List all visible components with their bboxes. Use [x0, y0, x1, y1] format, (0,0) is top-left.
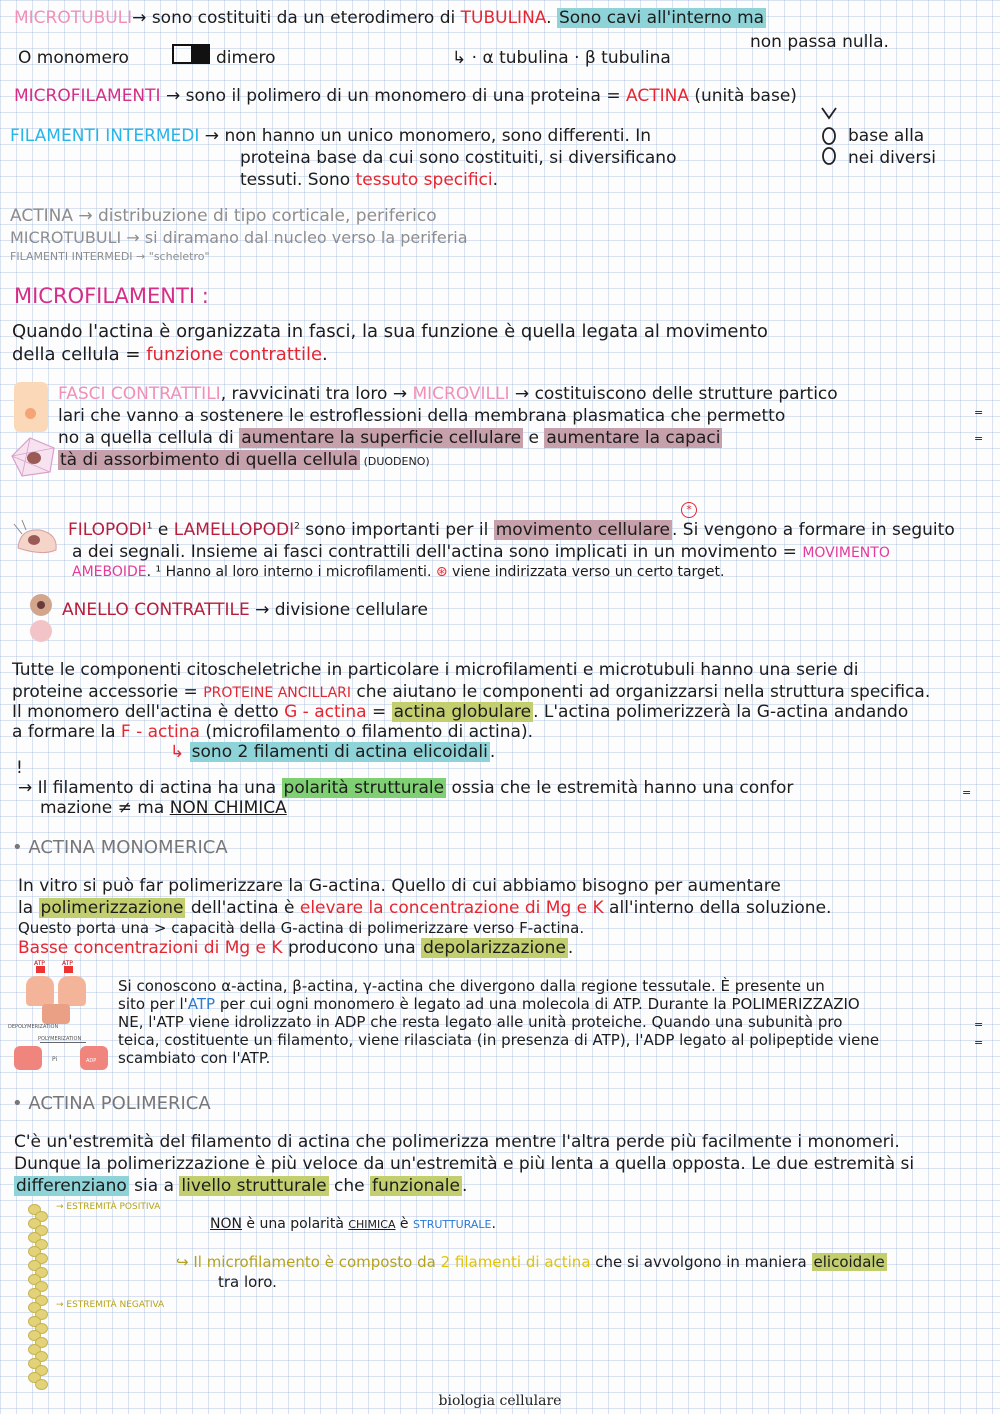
p6-continuation-mark: = [962, 786, 972, 799]
p10-line3: tra loro. [218, 1273, 277, 1291]
microvillus-cell-icon [14, 382, 48, 432]
side-note-2: nei diversi [848, 148, 936, 168]
bracket-arrow-icon [818, 104, 840, 170]
p7-line1: In vitro si può far polimerizzare la G-actina. Quello di cui abbiamo bisogno per aumentare [18, 876, 781, 896]
summary-microtubuli: MICROTUBULI → si diramano dal nucleo verso la periferia [10, 228, 468, 247]
p3-line1: FILOPODI$^1$ e LAMELLOPODI$^2$ sono importanti per il movimento cellulare . Si vengono a formare in seguito [68, 520, 955, 540]
actin-filament-icon [26, 1204, 50, 1394]
line-microtubuli: MICROTUBULI→ sono costituiti da un eterodimero di TUBULINA. Sono cavi all'interno ma [14, 8, 765, 28]
p5-line2: proteine accessorie = PROTEINE ANCILLARI che aiutano le componenti ad organizzarsi nella struttura specifica. [12, 682, 931, 702]
p6-line1: → Il filamento di actina ha una polarità strutturale ossia che le estremità hanno una confor [18, 778, 794, 798]
tubulin-types: ↳ · α tubulina · β tubulina [452, 48, 671, 68]
p8-continuation-mark-2: = [974, 1036, 984, 1049]
atp-polymerization-diagram: ATP ATP DEPOLYMERIZATION POLYMERIZATION Pi ADP [6, 962, 110, 1074]
summary-intermedi: FILAMENTI INTERMEDI → "scheletro" [10, 250, 210, 263]
heading-microfilamenti: MICROFILAMENTI : [14, 284, 209, 308]
p2-continuation-mark-1: = [974, 406, 984, 419]
line-filamenti-intermedi: FILAMENTI INTERMEDI → non hanno un unico monomero, sono differenti. In [10, 126, 652, 146]
label-positive-end: → ESTREMITÀ POSITIVA [56, 1202, 161, 1212]
p8-line5: scambiato con l'ATP. [118, 1049, 271, 1067]
term-microtubuli: MICROTUBULI [14, 8, 133, 28]
p7-line4: Basse concentrazioni di Mg e K producono una depolarizzazione . [18, 938, 574, 958]
p8-line1: Si conoscono α-actina, β-actina, γ-actina che divergono dalla regione tessutale. È presente un [118, 977, 825, 995]
p6-bang: ! [16, 758, 23, 778]
heading-actina-polimerica: • ACTINA POLIMERICA [12, 1093, 211, 1114]
p3-line2: a dei segnali. Insieme ai fasci contrattili dell'actina sono implicati in un movimento = MOVIMENTO [72, 542, 890, 562]
p8-line2: sito per l'ATP per cui ogni monomero è legato ad una molecola di ATP. Durante la POLIMERIZZAZIO [118, 995, 860, 1013]
p3-line3: AMEBOIDE. ¹ Hanno al loro interno i microfilamenti. ⊛ viene indirizzata verso un certo target. [72, 564, 725, 580]
footer-subject: biologia cellulare [438, 1393, 562, 1409]
note-cavity: non passa nulla. [750, 32, 889, 52]
summary-actina: ACTINA → distribuzione di tipo corticale, periferico [10, 206, 437, 226]
p1-line2: della cellula = funzione contrattile. [12, 344, 328, 365]
p9-line2: Dunque la polimerizzazione è più veloce da un'estremità e più lenta a quella opposta. Le due estremità si [14, 1154, 915, 1174]
p2-line1: FASCI CONTRATTILI, ravvicinati tra loro → MICROVILLI → costituiscono delle strutture partico [58, 384, 838, 404]
p5-line5: ↳ sono 2 filamenti di actina elicoidali . [170, 742, 496, 762]
p7-line3: Questo porta una > capacità della G-actina di polimerizzare verso F-actina. [18, 919, 585, 937]
p7-line2: la polimerizzazione dell'actina è elevare la concentrazione di Mg e K all'interno della soluzione. [18, 898, 832, 918]
p8-line4: teica, costituente un filamento, viene rilasciata (in presenza di ATP), l'ADP legato al polipeptide viene [118, 1031, 880, 1049]
p5-line3: Il monomero dell'actina è detto G - actina = actina globulare . L'actina polimerizzerà la G-actina andando [12, 702, 909, 722]
dimer-icon [172, 44, 210, 64]
p10-line2: ↪ Il microfilamento è composto da 2 filamenti di actina che si avvolgono in maniera elicoidale [176, 1253, 885, 1271]
p2-line4: tà di assorbimento di quella cellula (DUODENO) [60, 450, 430, 470]
p9-line1: C'è un'estremità del filamento di actina che polimerizza mentre l'altra perde più facilmente i monomeri. [14, 1132, 900, 1152]
p8-line3: NE, l'ATP viene idrolizzato in ADP che resta legato alle unità proteiche. Quando una subunità pro [118, 1013, 843, 1031]
p6-line2: mazione ≠ ma NON CHIMICA [40, 798, 287, 818]
actin-bead [35, 1379, 48, 1390]
intermedi-line2: proteina base da cui sono costituiti, si diversificano [240, 148, 677, 168]
p5-line4: a formare la F - actina (microfilamento o filamento di actina). [12, 722, 533, 742]
star-mark: * [681, 502, 697, 518]
p4-line: ANELLO CONTRATTILE → divisione cellulare [62, 600, 428, 620]
label-negative-end: → ESTREMITÀ NEGATIVA [56, 1300, 165, 1310]
p10-line1: NON è una polarità CHIMICA è STRUTTURALE. [210, 1216, 496, 1232]
dividing-cell-icon [30, 594, 52, 644]
line-microfilamenti: MICROFILAMENTI → sono il polimero di un monomero di una proteina = ACTINA (unità base) [14, 86, 797, 106]
intermedi-line3: tessuti. Sono tessuto specifici. [240, 170, 499, 190]
lamellipodium-cell-icon [8, 434, 58, 478]
p2-line2: lari che vanno a sostenere le estroflessioni della membrana plasmatica che permetto [58, 406, 786, 426]
filopodia-cell-icon [12, 518, 62, 558]
p5-line1: Tutte le componenti citoscheletriche in particolare i microfilamenti e microtubuli hanno una serie di [12, 660, 859, 680]
heading-actina-monomerica: • ACTINA MONOMERICA [12, 837, 228, 858]
legend-dimer: dimero [216, 48, 276, 68]
legend-monomer: O monomero [18, 48, 129, 68]
p8-continuation-mark-1: = [974, 1018, 984, 1031]
p1-line1: Quando l'actina è organizzata in fasci, la sua funzione è quella legata al movimento [12, 321, 768, 342]
p2-continuation-mark-2: = [974, 432, 984, 445]
p9-line3: differenziano sia a livello strutturale che funzionale . [16, 1176, 468, 1196]
p2-line3: no a quella cellula di aumentare la superficie cellulare e aumentare la capaci [58, 428, 721, 448]
side-note-1: base alla [848, 126, 925, 146]
